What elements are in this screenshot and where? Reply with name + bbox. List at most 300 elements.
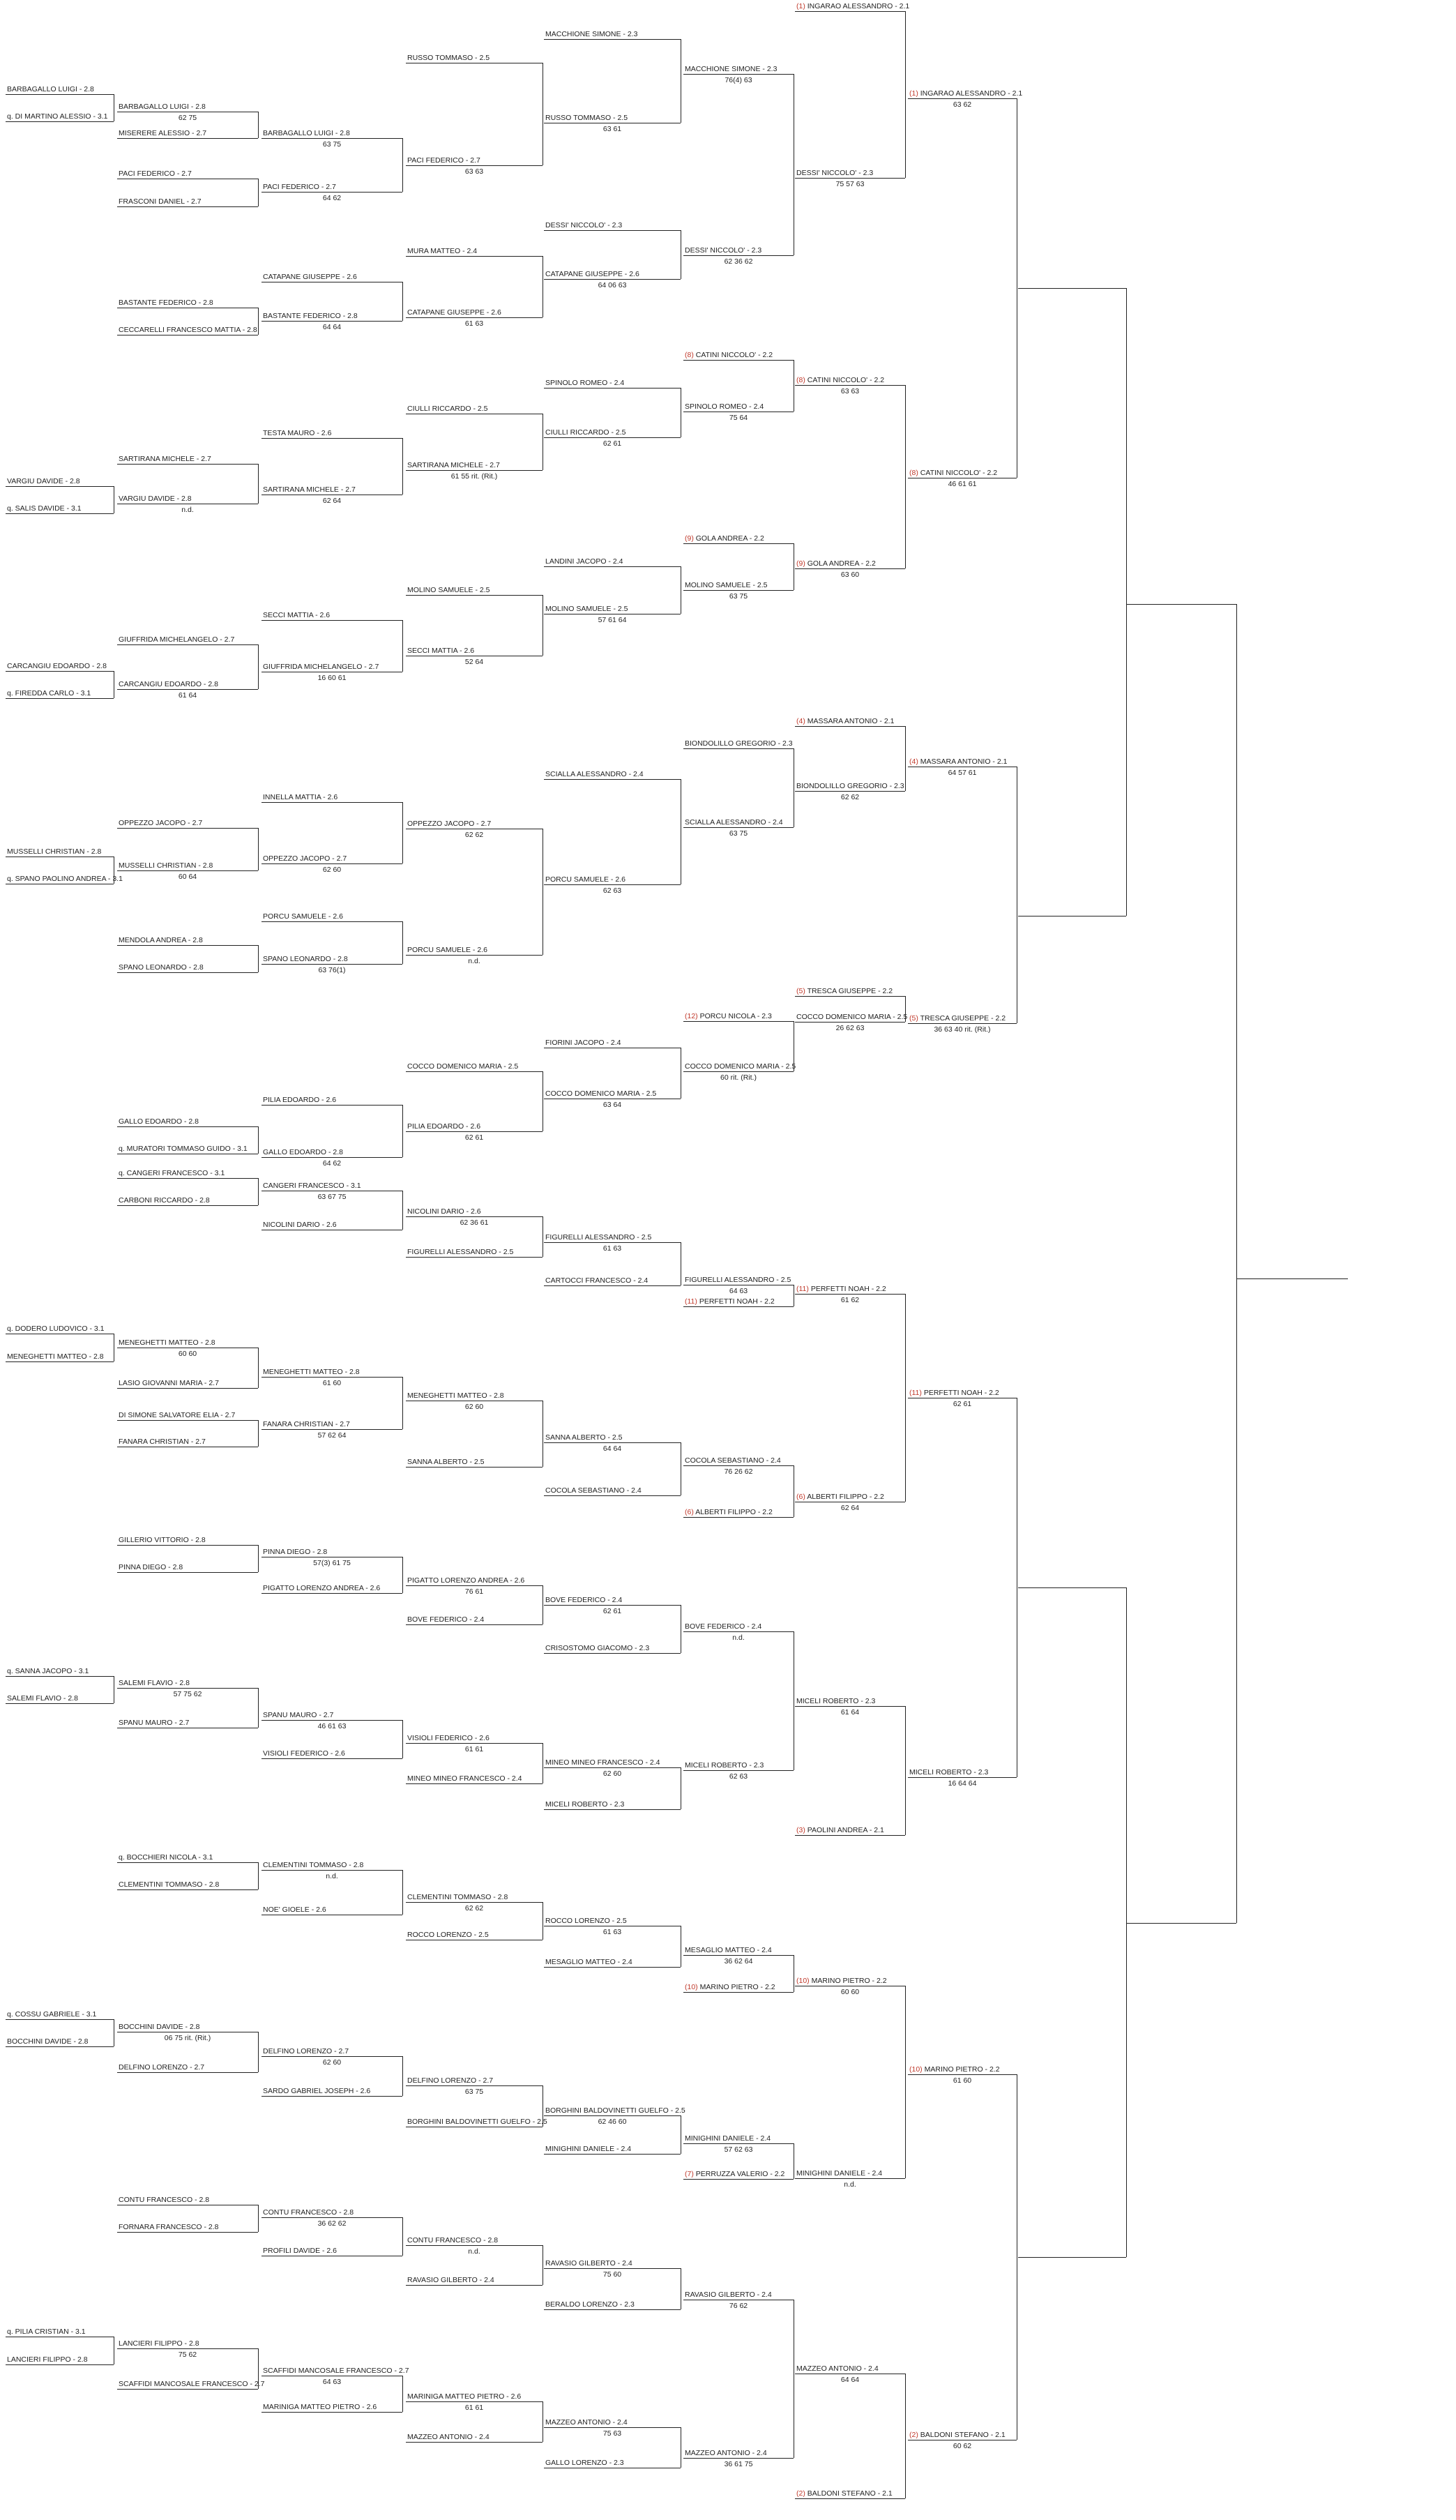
player-name: CATAPANE GIUSEPPE - 2.6 bbox=[545, 270, 639, 278]
bracket-line bbox=[544, 39, 681, 40]
player-name: VISIOLI FEDERICO - 2.6 bbox=[263, 1749, 345, 1758]
player-name: SARTIRANA MICHELE - 2.7 bbox=[263, 485, 356, 494]
player-name: PROFILI DAVIDE - 2.6 bbox=[263, 2247, 337, 2255]
player-entry[interactable] bbox=[796, 2364, 879, 2373]
player-entry[interactable] bbox=[545, 875, 625, 884]
bracket-connector bbox=[258, 2205, 259, 2232]
player-entry[interactable] bbox=[685, 1622, 761, 1631]
player-name: RAVASIO GILBERTO - 2.4 bbox=[685, 2291, 772, 2299]
player-entry[interactable] bbox=[545, 2459, 624, 2467]
player-entry[interactable] bbox=[909, 1014, 1006, 1023]
player-entry[interactable] bbox=[119, 1338, 215, 1347]
player-name: CONTU FRANCESCO - 2.8 bbox=[263, 2208, 354, 2217]
player-entry[interactable] bbox=[119, 1719, 189, 1727]
bracket-line bbox=[406, 1783, 543, 1784]
player-entry[interactable] bbox=[119, 169, 192, 178]
bracket-line bbox=[795, 791, 905, 792]
player-entry[interactable] bbox=[119, 1880, 219, 1889]
player-entry[interactable] bbox=[407, 2392, 521, 2401]
player-entry[interactable] bbox=[685, 1062, 796, 1071]
player-entry[interactable] bbox=[119, 861, 213, 870]
player-entry[interactable] bbox=[685, 1297, 775, 1306]
player-name: CIULLI RICCARDO - 2.5 bbox=[545, 428, 626, 437]
player-name: MINEO MINEO FRANCESCO - 2.4 bbox=[545, 1758, 660, 1767]
match-score: 76 26 62 bbox=[724, 1468, 753, 1476]
player-entry[interactable] bbox=[685, 534, 764, 543]
player-entry[interactable] bbox=[545, 1039, 621, 1047]
player-name: BASTANTE FEDERICO - 2.8 bbox=[263, 312, 358, 320]
player-entry[interactable] bbox=[545, 114, 628, 122]
bracket-connector bbox=[402, 620, 403, 672]
bracket-line bbox=[261, 863, 402, 864]
player-entry[interactable] bbox=[545, 1596, 622, 1604]
player-name: COCOLA SEBASTIANO - 2.4 bbox=[545, 1486, 642, 1495]
player-entry[interactable] bbox=[263, 1711, 333, 1719]
player-entry[interactable] bbox=[407, 1893, 508, 1901]
player-entry[interactable] bbox=[796, 987, 893, 995]
match-score: 62 64 bbox=[840, 1504, 860, 1512]
player-entry[interactable] bbox=[796, 2, 909, 10]
player-entry[interactable] bbox=[545, 428, 626, 437]
player-entry[interactable] bbox=[685, 1946, 772, 1954]
player-entry[interactable] bbox=[545, 557, 623, 566]
bracket-line bbox=[261, 2217, 402, 2218]
player-name: MAZZEO ANTONIO - 2.4 bbox=[545, 2418, 628, 2427]
seed-number: (5) bbox=[909, 1014, 918, 1023]
match-score: 61 61 bbox=[464, 2404, 484, 2412]
match-score: 57 61 64 bbox=[598, 616, 627, 624]
player-name: q. SALIS DAVIDE - 3.1 bbox=[7, 504, 82, 513]
player-entry[interactable] bbox=[263, 1368, 360, 1376]
player-entry[interactable] bbox=[7, 2327, 86, 2336]
bracket-line bbox=[683, 1955, 794, 1956]
player-entry[interactable] bbox=[545, 379, 624, 387]
player-entry[interactable] bbox=[407, 946, 487, 954]
player-entry[interactable] bbox=[796, 2489, 893, 2498]
player-entry[interactable] bbox=[545, 1800, 624, 1809]
player-entry[interactable] bbox=[119, 2063, 204, 2072]
bracket-line bbox=[1126, 1923, 1236, 1924]
bracket-line bbox=[261, 1429, 402, 1430]
player-entry[interactable] bbox=[263, 955, 348, 963]
player-entry[interactable] bbox=[263, 183, 336, 191]
player-entry[interactable] bbox=[685, 2134, 771, 2143]
player-entry[interactable] bbox=[119, 495, 192, 503]
player-entry[interactable] bbox=[796, 1493, 884, 1501]
player-entry[interactable] bbox=[263, 429, 331, 437]
player-entry[interactable] bbox=[119, 326, 257, 334]
player-entry[interactable] bbox=[685, 1276, 791, 1284]
player-entry[interactable] bbox=[119, 299, 213, 307]
player-name: RUSSO TOMMASO - 2.5 bbox=[545, 114, 628, 122]
player-entry[interactable] bbox=[119, 819, 202, 827]
player-entry[interactable] bbox=[685, 1761, 764, 1770]
match-score: 63 67 75 bbox=[317, 1193, 347, 1201]
player-entry[interactable] bbox=[685, 739, 793, 748]
player-entry[interactable] bbox=[119, 2023, 200, 2031]
player-entry[interactable] bbox=[407, 1615, 484, 1624]
player-name: MINIGHINI DANIELE - 2.4 bbox=[685, 2134, 771, 2143]
player-name: CATINI NICCOLO' - 2.2 bbox=[807, 376, 885, 384]
player-name: MACCHIONE SIMONE - 2.3 bbox=[685, 65, 778, 73]
player-entry[interactable] bbox=[263, 1221, 337, 1229]
player-entry[interactable] bbox=[263, 1420, 350, 1428]
player-entry[interactable] bbox=[7, 2010, 96, 2019]
player-entry[interactable] bbox=[407, 247, 477, 255]
player-name: MENEGHETTI MATTEO - 2.8 bbox=[407, 1391, 504, 1400]
player-entry[interactable] bbox=[7, 847, 101, 856]
player-entry[interactable] bbox=[119, 2223, 219, 2231]
player-entry[interactable] bbox=[7, 2355, 88, 2364]
player-entry[interactable] bbox=[263, 2047, 349, 2055]
player-name: CONTU FRANCESCO - 2.8 bbox=[407, 2236, 499, 2244]
player-name: NOE' GIOELE - 2.6 bbox=[263, 1906, 326, 1914]
player-name: MASSARA ANTONIO - 2.1 bbox=[920, 757, 1008, 766]
player-name: ROCCO LORENZO - 2.5 bbox=[407, 1931, 489, 1939]
bracket-line bbox=[117, 870, 258, 871]
seed-number: (6) bbox=[685, 1508, 694, 1516]
player-entry[interactable] bbox=[7, 2037, 89, 2046]
player-entry[interactable] bbox=[119, 455, 211, 463]
player-entry[interactable] bbox=[119, 197, 202, 206]
player-entry[interactable] bbox=[545, 2145, 631, 2153]
seed-number: (7) bbox=[685, 2170, 694, 2178]
player-entry[interactable] bbox=[263, 912, 343, 921]
player-name: CATINI NICCOLO' - 2.2 bbox=[920, 469, 998, 477]
player-entry[interactable] bbox=[407, 647, 474, 655]
player-entry[interactable] bbox=[263, 273, 357, 281]
player-entry[interactable] bbox=[545, 1433, 623, 1442]
player-entry[interactable] bbox=[545, 2106, 685, 2115]
player-entry[interactable] bbox=[685, 402, 764, 411]
player-name: LANDINI JACOPO - 2.4 bbox=[545, 557, 623, 566]
player-name: OPPEZZO JACOPO - 2.7 bbox=[263, 854, 347, 863]
player-name: COCOLA SEBASTIANO - 2.4 bbox=[685, 1456, 781, 1465]
player-entry[interactable] bbox=[263, 793, 338, 801]
player-entry[interactable] bbox=[545, 1958, 632, 1966]
player-entry[interactable] bbox=[545, 2300, 635, 2309]
player-entry[interactable] bbox=[119, 1438, 206, 1446]
player-name: FORNARA FRANCESCO - 2.8 bbox=[119, 2223, 219, 2231]
bracket-line bbox=[261, 964, 402, 965]
player-entry[interactable] bbox=[7, 477, 80, 485]
seed-number: (3) bbox=[796, 1826, 805, 1834]
match-score: 61 63 bbox=[464, 319, 484, 328]
player-entry[interactable] bbox=[7, 112, 108, 121]
player-entry[interactable] bbox=[7, 85, 94, 93]
player-entry[interactable] bbox=[685, 818, 783, 827]
bracket-connector bbox=[258, 1862, 259, 1889]
player-entry[interactable] bbox=[7, 1352, 104, 1361]
player-entry[interactable] bbox=[119, 1117, 199, 1126]
player-entry[interactable] bbox=[119, 103, 206, 111]
bracket-line bbox=[544, 1967, 681, 1968]
player-entry[interactable] bbox=[7, 1694, 78, 1703]
player-entry[interactable] bbox=[263, 1096, 336, 1104]
player-entry[interactable] bbox=[545, 770, 644, 778]
player-entry[interactable] bbox=[407, 820, 491, 828]
player-name: CARCANGIU EDOARDO - 2.8 bbox=[119, 680, 218, 688]
player-name: SPANU MAURO - 2.7 bbox=[263, 1711, 334, 1719]
player-entry[interactable] bbox=[685, 581, 767, 589]
player-entry[interactable] bbox=[407, 1248, 513, 1256]
player-entry[interactable] bbox=[545, 1758, 660, 1767]
player-name: SARTIRANA MICHELE - 2.7 bbox=[407, 461, 500, 469]
player-name: q. FIREDDA CARLO - 3.1 bbox=[7, 689, 91, 697]
player-entry[interactable] bbox=[263, 1148, 343, 1156]
bracket-line bbox=[544, 884, 681, 885]
player-entry[interactable] bbox=[909, 757, 1007, 766]
player-entry[interactable] bbox=[263, 312, 358, 320]
bracket-line bbox=[261, 1157, 402, 1158]
player-name: BARBAGALLO LUIGI - 2.8 bbox=[119, 103, 206, 111]
player-entry[interactable] bbox=[407, 1931, 489, 1939]
player-name: MESAGLIO MATTEO - 2.4 bbox=[545, 1958, 632, 1966]
player-entry[interactable] bbox=[407, 2433, 490, 2441]
player-entry[interactable] bbox=[119, 2196, 209, 2204]
player-entry[interactable] bbox=[796, 717, 894, 725]
player-name: MINEO MINEO FRANCESCO - 2.4 bbox=[407, 1774, 522, 1783]
seed-number: (6) bbox=[796, 1493, 805, 1501]
match-score: n.d. bbox=[732, 1634, 745, 1642]
bracket-line bbox=[6, 2019, 114, 2020]
match-score: 64 62 bbox=[322, 194, 342, 202]
player-name: CARCANGIU EDOARDO - 2.8 bbox=[7, 662, 107, 670]
player-entry[interactable] bbox=[407, 1207, 481, 1216]
seed-number: (11) bbox=[685, 1297, 697, 1306]
player-entry[interactable] bbox=[685, 2170, 784, 2178]
player-entry[interactable] bbox=[407, 1774, 522, 1783]
player-entry[interactable] bbox=[263, 854, 347, 863]
player-entry[interactable] bbox=[545, 1486, 642, 1495]
player-entry[interactable] bbox=[685, 65, 777, 73]
player-entry[interactable] bbox=[119, 129, 206, 137]
seed-number: (8) bbox=[685, 351, 694, 359]
player-entry[interactable] bbox=[796, 1285, 886, 1293]
match-score: 46 61 63 bbox=[317, 1722, 347, 1730]
player-entry[interactable] bbox=[263, 2247, 337, 2255]
player-entry[interactable] bbox=[119, 635, 234, 644]
player-entry[interactable] bbox=[263, 485, 356, 494]
player-entry[interactable] bbox=[263, 1548, 327, 1556]
player-entry[interactable] bbox=[545, 1644, 649, 1652]
player-name: MICELI ROBERTO - 2.3 bbox=[545, 1800, 625, 1809]
bracket-line bbox=[683, 827, 794, 828]
player-entry[interactable] bbox=[796, 559, 876, 568]
bracket-line bbox=[795, 1294, 905, 1295]
player-entry[interactable] bbox=[407, 156, 480, 165]
player-entry[interactable] bbox=[407, 586, 490, 594]
player-entry[interactable] bbox=[7, 504, 82, 513]
player-entry[interactable] bbox=[545, 1276, 648, 1285]
bracket-line bbox=[406, 595, 543, 596]
player-entry[interactable] bbox=[685, 351, 773, 359]
player-name: PAOLINI ANDREA - 2.1 bbox=[807, 1826, 884, 1834]
match-score: 60 60 bbox=[178, 1350, 197, 1358]
bracket-connector bbox=[905, 2374, 906, 2498]
match-score: 62 46 60 bbox=[598, 2118, 627, 2126]
player-entry[interactable] bbox=[263, 1861, 363, 1869]
player-entry[interactable] bbox=[685, 1508, 773, 1516]
player-entry[interactable] bbox=[263, 1182, 361, 1190]
player-name: PIGATTO LORENZO ANDREA - 2.6 bbox=[263, 1584, 381, 1592]
match-score: 63 75 bbox=[729, 829, 748, 838]
player-entry[interactable] bbox=[119, 963, 204, 972]
player-entry[interactable] bbox=[685, 246, 761, 255]
player-entry[interactable] bbox=[119, 936, 203, 944]
bracket-line bbox=[683, 748, 794, 749]
player-entry[interactable] bbox=[909, 2065, 1000, 2074]
player-entry[interactable] bbox=[119, 1196, 210, 1205]
player-entry[interactable] bbox=[119, 1536, 206, 1544]
player-entry[interactable] bbox=[545, 2418, 628, 2427]
player-entry[interactable] bbox=[263, 1749, 345, 1758]
player-entry[interactable] bbox=[119, 1411, 235, 1419]
player-entry[interactable] bbox=[796, 1977, 887, 1985]
player-entry[interactable] bbox=[909, 1768, 988, 1776]
player-entry[interactable] bbox=[796, 1697, 875, 1705]
match-score: 60 64 bbox=[178, 873, 197, 881]
player-entry[interactable] bbox=[685, 2449, 767, 2457]
player-entry[interactable] bbox=[263, 2403, 377, 2411]
bracket-connector bbox=[258, 1420, 259, 1447]
player-name: MARINIGA MATTEO PIETRO - 2.6 bbox=[407, 2392, 522, 2401]
player-entry[interactable] bbox=[685, 2291, 772, 2299]
player-name: FRASCONI DANIEL - 2.7 bbox=[119, 197, 202, 206]
player-name: MICELI ROBERTO - 2.3 bbox=[685, 1761, 764, 1770]
player-entry[interactable] bbox=[407, 2118, 547, 2126]
bracket-line bbox=[406, 1585, 543, 1586]
bracket-line bbox=[795, 385, 905, 386]
player-entry[interactable] bbox=[796, 376, 884, 384]
player-entry[interactable] bbox=[263, 663, 379, 671]
player-entry[interactable] bbox=[545, 2259, 632, 2268]
player-entry[interactable] bbox=[545, 1233, 651, 1242]
bracket-line bbox=[6, 121, 114, 122]
bracket-line bbox=[406, 1071, 543, 1072]
bracket-line bbox=[117, 2232, 258, 2233]
player-entry[interactable] bbox=[407, 2276, 494, 2284]
seed-number: (1) bbox=[796, 2, 805, 10]
player-entry[interactable] bbox=[909, 89, 1022, 98]
player-entry[interactable] bbox=[119, 1853, 213, 1862]
bracket-line bbox=[908, 1777, 1017, 1778]
player-entry[interactable] bbox=[407, 461, 500, 469]
player-name: SPINOLO ROMEO - 2.4 bbox=[685, 402, 764, 411]
player-entry[interactable] bbox=[7, 689, 91, 697]
seed-number: (4) bbox=[796, 717, 805, 725]
bracket-line bbox=[683, 543, 794, 544]
player-entry[interactable] bbox=[263, 611, 330, 619]
player-entry[interactable] bbox=[407, 1576, 524, 1585]
player-entry[interactable] bbox=[119, 1145, 248, 1153]
player-entry[interactable] bbox=[545, 221, 622, 229]
player-name: BALDONI STEFANO - 2.1 bbox=[807, 2489, 893, 2498]
bracket-connector bbox=[402, 282, 403, 321]
bracket-line bbox=[117, 138, 258, 139]
player-name: DELFINO LORENZO - 2.7 bbox=[407, 2076, 494, 2085]
bracket-line bbox=[406, 1257, 543, 1258]
player-name: PACI FEDERICO - 2.7 bbox=[263, 183, 336, 191]
match-score: 61 55 rit. (Rit.) bbox=[450, 472, 498, 481]
player-entry[interactable] bbox=[796, 782, 904, 790]
bracket-line bbox=[261, 2412, 402, 2413]
player-entry[interactable] bbox=[796, 1013, 907, 1021]
player-entry[interactable] bbox=[407, 54, 490, 62]
player-entry[interactable] bbox=[407, 308, 501, 317]
player-entry[interactable] bbox=[909, 1389, 999, 1397]
bracket-line bbox=[406, 2401, 543, 2402]
player-entry[interactable] bbox=[407, 1122, 480, 1131]
player-entry[interactable] bbox=[263, 129, 350, 137]
player-entry[interactable] bbox=[407, 2236, 498, 2244]
player-entry[interactable] bbox=[796, 1826, 884, 1834]
player-entry[interactable] bbox=[263, 2208, 354, 2217]
player-entry[interactable] bbox=[119, 2339, 199, 2348]
player-entry[interactable] bbox=[263, 2087, 370, 2095]
player-entry[interactable] bbox=[909, 2431, 1006, 2439]
bracket-line bbox=[544, 2309, 681, 2310]
match-score: 62 63 bbox=[729, 1772, 748, 1781]
player-entry[interactable] bbox=[119, 1563, 183, 1571]
match-score: 62 36 61 bbox=[460, 1218, 489, 1227]
player-entry[interactable] bbox=[7, 1325, 104, 1333]
player-entry[interactable] bbox=[7, 1667, 89, 1675]
player-name: BOVE FEDERICO - 2.4 bbox=[685, 1622, 762, 1631]
player-name: GILLERIO VITTORIO - 2.8 bbox=[119, 1536, 206, 1544]
match-score: 63 76(1) bbox=[318, 966, 346, 974]
match-score: 62 75 bbox=[178, 114, 197, 122]
player-entry[interactable] bbox=[407, 1391, 504, 1400]
player-entry[interactable] bbox=[7, 662, 107, 670]
player-entry[interactable] bbox=[545, 270, 639, 278]
player-name: CARBONI RICCARDO - 2.8 bbox=[119, 1196, 210, 1205]
seed-number: (2) bbox=[909, 2431, 918, 2439]
player-entry[interactable] bbox=[909, 469, 997, 477]
player-entry[interactable] bbox=[796, 2169, 882, 2178]
player-entry[interactable] bbox=[407, 1458, 485, 1466]
player-entry[interactable] bbox=[119, 1679, 190, 1687]
player-entry[interactable] bbox=[119, 1169, 225, 1177]
player-entry[interactable] bbox=[545, 1089, 656, 1098]
match-score: 76(4) 63 bbox=[725, 76, 752, 84]
player-name: PORCU SAMUELE - 2.6 bbox=[263, 912, 343, 921]
player-entry[interactable] bbox=[263, 1584, 380, 1592]
player-entry[interactable] bbox=[7, 875, 123, 883]
player-entry[interactable] bbox=[407, 1734, 490, 1742]
match-score: 61 63 bbox=[602, 1244, 622, 1253]
bracket-connector bbox=[258, 945, 259, 972]
player-name: BASTANTE FEDERICO - 2.8 bbox=[119, 299, 213, 307]
player-entry[interactable] bbox=[545, 1917, 627, 1925]
player-entry[interactable] bbox=[685, 1456, 781, 1465]
player-name: BORGHINI BALDOVINETTI GUELFO - 2.5 bbox=[407, 2118, 547, 2126]
player-entry[interactable] bbox=[119, 2380, 264, 2388]
player-entry[interactable] bbox=[407, 1062, 518, 1071]
player-entry[interactable] bbox=[119, 680, 218, 688]
player-entry[interactable] bbox=[263, 1906, 326, 1914]
player-entry[interactable] bbox=[263, 2367, 409, 2375]
player-entry[interactable] bbox=[545, 605, 628, 613]
player-entry[interactable] bbox=[796, 169, 873, 177]
player-entry[interactable] bbox=[685, 1983, 775, 1991]
player-entry[interactable] bbox=[407, 2076, 493, 2085]
player-name: SPINOLO ROMEO - 2.4 bbox=[545, 379, 625, 387]
player-entry[interactable] bbox=[119, 1379, 219, 1387]
player-entry[interactable] bbox=[545, 30, 637, 38]
player-entry[interactable] bbox=[685, 1012, 772, 1020]
player-entry[interactable] bbox=[407, 405, 488, 413]
